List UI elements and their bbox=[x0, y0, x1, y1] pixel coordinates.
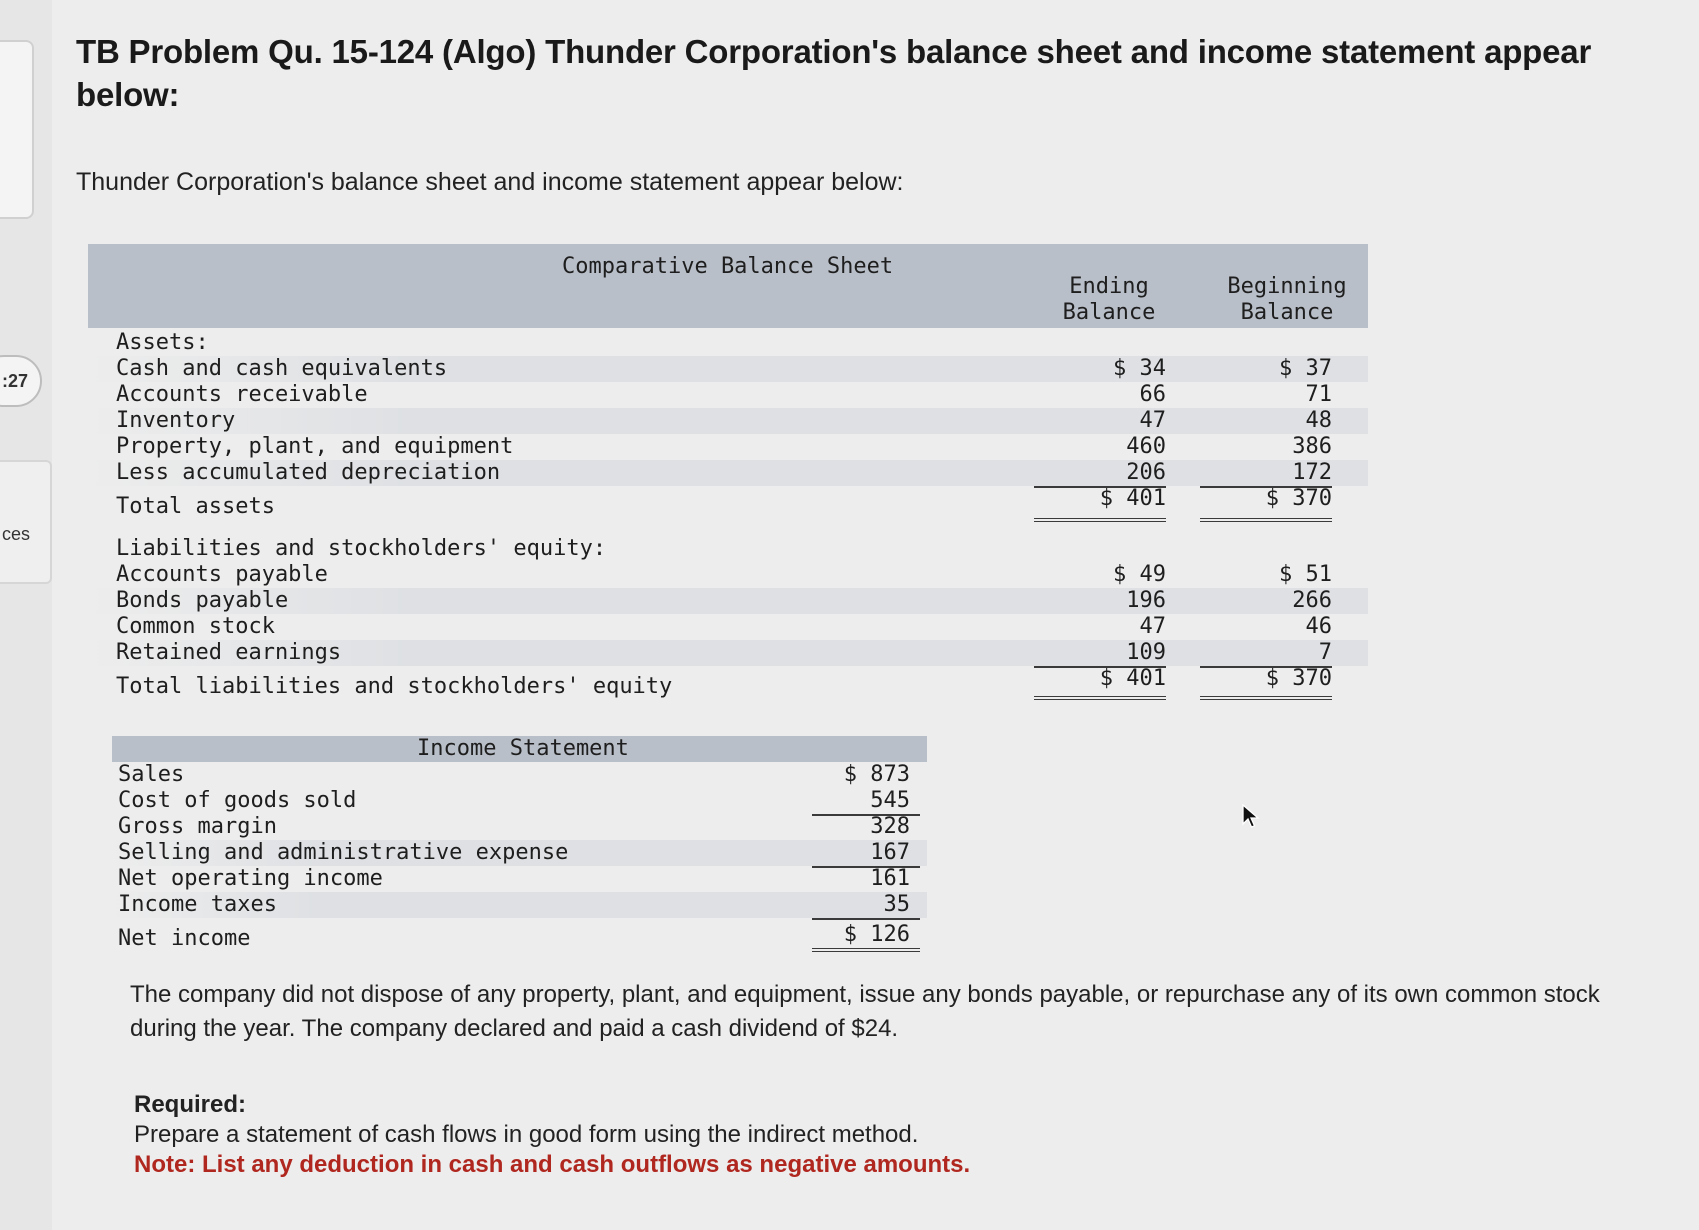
table-row bbox=[88, 434, 1368, 460]
ending-value: 109 bbox=[1034, 640, 1166, 668]
beginning-value: $ 51 bbox=[1279, 562, 1332, 587]
timer-text: :27 bbox=[1, 370, 28, 391]
mouse-cursor-icon bbox=[1242, 804, 1260, 830]
income-statement-table bbox=[112, 736, 927, 954]
rail-panel[interactable] bbox=[0, 40, 34, 219]
ending-value: $ 401 bbox=[1034, 666, 1166, 700]
row-label: Sales bbox=[118, 762, 185, 787]
beginning-value: 7 bbox=[1200, 640, 1332, 668]
ending-value: 47 bbox=[1139, 614, 1166, 639]
timer-badge[interactable] bbox=[0, 355, 42, 407]
ending-value: $ 49 bbox=[1113, 562, 1166, 587]
assets-heading-row bbox=[88, 330, 1368, 356]
row-value: 545 bbox=[870, 788, 910, 813]
table-row bbox=[88, 382, 1368, 408]
ending-value: 47 bbox=[1139, 408, 1166, 433]
beginning-value: 46 bbox=[1305, 614, 1332, 639]
ending-value: 66 bbox=[1139, 382, 1166, 407]
row-label: Accounts receivable bbox=[116, 382, 368, 407]
row-label: Common stock bbox=[116, 614, 275, 639]
table-row bbox=[88, 460, 1368, 486]
table-row bbox=[88, 588, 1368, 614]
beginning-value: 172 bbox=[1200, 460, 1332, 488]
row-label: Accounts payable bbox=[116, 562, 328, 587]
row-label: Selling and administrative expense bbox=[118, 840, 569, 865]
balance-sheet-title: Comparative Balance Sheet bbox=[562, 254, 894, 279]
ending-value: 196 bbox=[1126, 588, 1166, 613]
required-text: Prepare a statement of cash flows in good form using the indirect method. bbox=[134, 1121, 919, 1148]
row-value: 161 bbox=[870, 866, 910, 891]
ending-value: $ 401 bbox=[1034, 486, 1166, 522]
required-title: Required: bbox=[134, 1091, 247, 1118]
question-page bbox=[76, 30, 1676, 197]
row-label: Total assets bbox=[116, 494, 275, 519]
column-header-beginning bbox=[1222, 274, 1352, 326]
total-liabilities-row bbox=[88, 666, 1368, 706]
row-label: Income taxes bbox=[118, 892, 277, 917]
required-note: Note: List any deduction in cash and cash outflows as negative amounts. bbox=[134, 1151, 971, 1178]
balance-sheet-header bbox=[88, 244, 1368, 328]
rail-tab-label: ces bbox=[2, 524, 31, 544]
problem-note: The company did not dispose of any property, plant, and equipment, issue any bonds payable, or repurchase any of its own common stock during the year. The company declared and paid a cash dividend of $24. bbox=[130, 981, 1600, 1042]
beginning-value: 386 bbox=[1292, 434, 1332, 459]
table-row bbox=[112, 840, 927, 866]
row-label: Net income bbox=[118, 926, 251, 951]
row-label: Gross margin bbox=[118, 814, 277, 839]
beginning-value: $ 37 bbox=[1279, 356, 1332, 381]
liabilities-heading: Liabilities and stockholders' equity: bbox=[116, 536, 607, 561]
row-value: 328 bbox=[870, 814, 910, 839]
table-row bbox=[112, 814, 927, 840]
row-label: Inventory bbox=[116, 408, 236, 433]
row-label: Retained earnings bbox=[116, 640, 342, 665]
column-header-ending bbox=[1054, 274, 1164, 326]
beginning-value: 266 bbox=[1292, 588, 1332, 613]
row-value: $ 873 bbox=[843, 762, 910, 787]
column-header-beginning-line2: Balance bbox=[1240, 300, 1334, 325]
row-label: Total liabilities and stockholders' equity bbox=[116, 674, 673, 699]
liabilities-heading-row bbox=[88, 536, 1368, 562]
table-row bbox=[112, 892, 927, 918]
row-label: Net operating income bbox=[118, 866, 383, 891]
column-header-ending-line1: Ending bbox=[1069, 274, 1149, 299]
total-assets-row bbox=[88, 486, 1368, 528]
column-header-ending-line2: Balance bbox=[1062, 300, 1156, 325]
column-header-beginning-line1: Beginning bbox=[1227, 274, 1347, 299]
ending-value: $ 34 bbox=[1113, 356, 1166, 381]
row-value: 35 bbox=[883, 892, 910, 917]
question-intro: Thunder Corporation's balance sheet and income statement appear below: bbox=[76, 168, 904, 196]
ending-value: 206 bbox=[1034, 460, 1166, 488]
row-label: Less accumulated depreciation bbox=[116, 460, 501, 485]
table-row bbox=[112, 762, 927, 788]
income-statement-title: Income Statement bbox=[417, 736, 629, 761]
beginning-value: $ 370 bbox=[1200, 486, 1332, 522]
table-row bbox=[112, 866, 927, 892]
left-rail bbox=[0, 0, 52, 1230]
row-label: Cash and cash equivalents bbox=[116, 356, 448, 381]
table-row bbox=[112, 918, 927, 954]
row-label: Cost of goods sold bbox=[118, 788, 357, 813]
question-title: TB Problem Qu. 15-124 (Algo) Thunder Corporation's balance sheet and income statement appear below: bbox=[76, 33, 1592, 113]
row-value: 167 bbox=[870, 840, 910, 865]
row-label: Bonds payable bbox=[116, 588, 289, 613]
row-value: $ 126 bbox=[843, 922, 910, 947]
balance-sheet-table bbox=[88, 244, 1368, 706]
beginning-value: 48 bbox=[1305, 408, 1332, 433]
ending-value: 460 bbox=[1126, 434, 1166, 459]
beginning-value: 71 bbox=[1305, 382, 1332, 407]
table-row bbox=[112, 788, 927, 814]
rail-tab[interactable] bbox=[0, 460, 52, 584]
income-statement-header bbox=[112, 736, 927, 762]
required-section bbox=[134, 1090, 970, 1180]
table-row bbox=[88, 562, 1368, 588]
assets-heading: Assets: bbox=[116, 330, 209, 355]
table-row bbox=[88, 640, 1368, 666]
table-row bbox=[88, 408, 1368, 434]
table-row bbox=[88, 614, 1368, 640]
table-row bbox=[88, 356, 1368, 382]
beginning-value: $ 370 bbox=[1200, 666, 1332, 700]
row-label: Property, plant, and equipment bbox=[116, 434, 514, 459]
